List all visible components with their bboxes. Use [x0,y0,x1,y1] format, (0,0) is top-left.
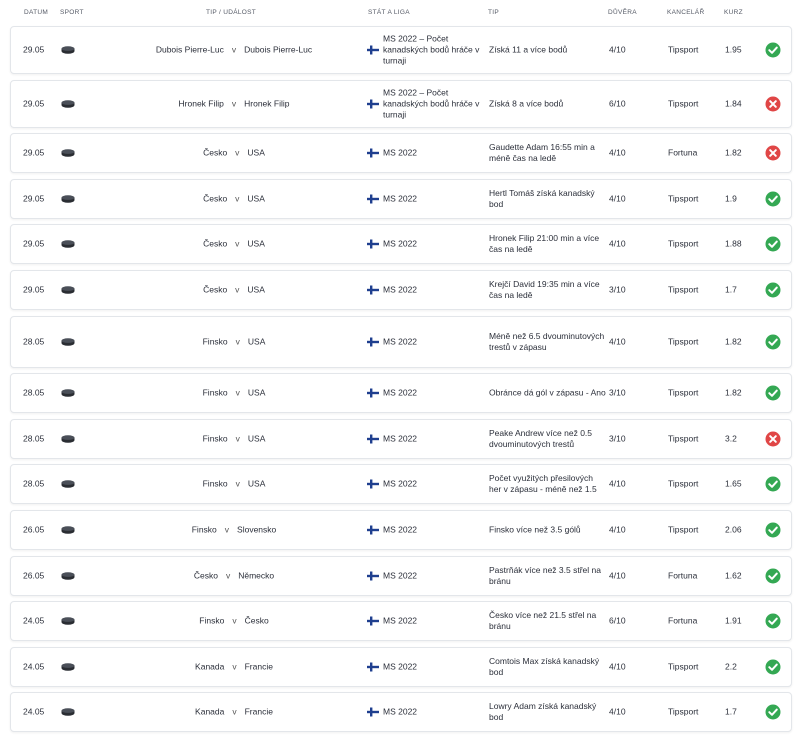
row-event[interactable] [99,570,369,581]
x-circle-icon [765,96,781,112]
away-team: USA [247,193,265,204]
away-team: Slovensko [237,524,277,535]
row-league [367,479,487,490]
table-body [10,26,792,732]
row-odds: 1.7 [725,284,737,295]
league-label: MS 2022 [383,336,418,347]
header-confidence: DŮVĚRA [608,9,637,16]
row-confidence: 4/10 [609,661,626,672]
league-label: MS 2022 [383,706,418,717]
header-league: STÁT A LIGA [368,9,410,16]
row-league [367,284,487,295]
row-confidence: 4/10 [609,44,626,55]
row-date: 28.05 [23,433,45,444]
league-label: MS 2022 [383,478,418,489]
finland-flag-icon [367,46,379,55]
row-event[interactable] [99,479,369,490]
versus-label: v [235,147,240,158]
row-date: 29.05 [23,193,45,204]
x-circle-icon [765,431,781,447]
hockey-puck-icon [61,389,75,397]
row-odds: 1.9 [725,193,737,204]
row-odds: 1.82 [725,336,742,347]
home-team: Česko [203,238,228,249]
league-label: MS 2022 [383,284,418,295]
home-team: Kanada [195,706,225,717]
home-team: Finsko [202,433,228,444]
row-event[interactable] [99,239,369,250]
check-circle-icon [765,704,781,720]
row-odds: 1.88 [725,238,742,249]
row-confidence: 4/10 [609,193,626,204]
home-team: Finsko [202,478,228,489]
row-tip: Pastrňák více než 3.5 střel na bránu [489,564,601,586]
league-label: MS 2022 [383,238,418,249]
row-bookmaker[interactable]: Fortuna [668,147,698,158]
row-confidence: 3/10 [609,387,626,398]
away-team: USA [247,478,266,489]
hockey-puck-icon [61,480,75,488]
hockey-puck-icon [61,240,75,248]
check-circle-icon [765,236,781,252]
row-date: 29.05 [23,98,45,109]
row-event[interactable] [99,388,369,399]
row-tip: Obránce dá gól v zápasu - Ano [489,387,606,398]
row-tip: Peake Andrew více než 0.5 dvouminutových trestů [489,427,593,449]
row-tip: Česko více než 21.5 střel na bránu [489,610,597,632]
away-team: USA [247,387,266,398]
row-event[interactable] [99,707,369,718]
hockey-puck-icon [61,100,75,108]
versus-label: v [235,433,240,444]
home-team: Česko [203,193,228,204]
versus-label: v [235,478,240,489]
row-tip: Krejčí David 19:35 min a více čas na ledě [489,278,600,300]
league-label: MS 2022 [383,193,418,204]
row-bookmaker[interactable]: Tipsport [668,661,699,672]
row-tip: Získá 11 a více bodů [489,44,568,55]
home-team: Česko [203,147,228,158]
header-event: TIP / UDÁLOST [206,9,257,16]
check-circle-icon [765,334,781,350]
table-row[interactable] [10,80,792,128]
league-label: MS 2022 – Počet kanadských bodů hráče v turnaji [383,87,480,120]
finland-flag-icon [367,99,379,108]
away-team: Německo [238,570,275,581]
versus-label: v [235,284,240,295]
header-odds: KURZ [724,9,743,16]
table-row[interactable] [10,419,792,459]
row-odds: 1.82 [725,387,742,398]
row-confidence: 4/10 [609,570,626,581]
row-confidence: 4/10 [609,706,626,717]
header-tip: TIP [488,9,500,16]
row-event[interactable] [99,336,369,347]
row-odds: 1.7 [725,706,737,717]
row-tip: Gaudette Adam 16:55 min a méně čas na ledě [489,142,595,164]
row-tip: Finsko více než 3.5 gólů [489,524,581,535]
row-tip: Méně než 6.5 dvouminutových trestů v zápasu [489,330,605,352]
header-bookmaker: KANCELÁŘ [667,9,705,16]
check-circle-icon [765,476,781,492]
row-league [367,433,487,444]
versus-label: v [232,661,237,672]
league-label: MS 2022 [383,433,418,444]
away-team: USA [247,147,265,158]
row-league [367,34,487,67]
row-tip: Získá 8 a více bodů [489,98,564,109]
header-sport: SPORT [60,9,84,16]
table-row[interactable] [10,270,792,310]
finland-flag-icon [367,194,379,203]
row-bookmaker[interactable]: Tipsport [668,524,699,535]
row-date: 29.05 [23,44,45,55]
check-circle-icon [765,522,781,538]
hockey-puck-icon [61,338,75,346]
row-bookmaker[interactable]: Tipsport [668,284,699,295]
row-bookmaker[interactable]: Tipsport [668,706,699,717]
league-label: MS 2022 [383,387,418,398]
hockey-puck-icon [61,435,75,443]
row-date: 29.05 [23,147,45,158]
row-confidence: 3/10 [609,433,626,444]
home-team: Dubois Pierre-Luc [155,44,224,55]
finland-flag-icon [367,662,379,671]
row-league [367,87,487,120]
finland-flag-icon [367,617,379,626]
league-label: MS 2022 [383,147,418,158]
away-team: Česko [244,615,269,626]
home-team: Finsko [202,336,228,347]
row-date: 29.05 [23,238,45,249]
row-odds: 1.62 [725,570,742,581]
row-date: 28.05 [23,478,45,489]
versus-label: v [235,387,240,398]
row-league [367,661,487,672]
row-date: 24.05 [23,706,45,717]
versus-label: v [235,193,240,204]
away-team: USA [247,433,266,444]
row-league [367,707,487,718]
home-team: Finsko [199,615,225,626]
row-league [367,336,487,347]
row-bookmaker[interactable]: Tipsport [668,98,699,109]
hockey-puck-icon [61,572,75,580]
row-odds: 2.06 [725,524,742,535]
versus-label: v [224,524,230,535]
home-team: Finsko [191,524,217,535]
home-team: Finsko [202,387,228,398]
row-odds: 1.91 [725,615,742,626]
hockey-puck-icon [61,617,75,625]
row-confidence: 4/10 [609,147,626,158]
away-team: Dubois Pierre-Luc [244,44,313,55]
row-confidence: 4/10 [609,524,626,535]
check-circle-icon [765,568,781,584]
row-league [367,616,487,627]
table-row[interactable] [10,316,792,368]
row-tip: Comtois Max získá kanadský bod [489,655,600,677]
hockey-puck-icon [61,46,75,54]
row-odds: 1.82 [725,147,742,158]
versus-label: v [235,336,240,347]
row-confidence: 6/10 [609,615,626,626]
check-circle-icon [765,613,781,629]
home-team: Česko [193,570,218,581]
table-row[interactable] [10,373,792,413]
row-bookmaker[interactable]: Fortuna [668,570,698,581]
header-date: DATUM [24,9,49,16]
row-bookmaker[interactable]: Tipsport [668,238,699,249]
row-confidence: 4/10 [609,478,626,489]
x-circle-icon [765,145,781,161]
hockey-puck-icon [61,149,75,157]
row-odds: 1.95 [725,44,742,55]
versus-label: v [231,98,237,109]
row-date: 24.05 [23,661,45,672]
home-team: Kanada [195,661,225,672]
finland-flag-icon [367,525,379,534]
row-league [367,239,487,250]
check-circle-icon [765,385,781,401]
away-team: Hronek Filip [244,98,290,109]
row-event[interactable] [99,284,369,295]
table-header [10,0,792,26]
finland-flag-icon [367,149,379,158]
row-event[interactable] [99,616,369,627]
row-event[interactable] [99,98,369,109]
row-date: 24.05 [23,615,45,626]
hockey-puck-icon [61,663,75,671]
league-label: MS 2022 [383,524,418,535]
row-tip: Počet využitých přesilových her v zápasu - méně než 1.5 [489,473,597,495]
league-label: MS 2022 [383,615,418,626]
row-event[interactable] [99,661,369,672]
row-league [367,570,487,581]
check-circle-icon [765,191,781,207]
row-confidence: 4/10 [609,336,626,347]
league-label: MS 2022 [383,661,418,672]
row-tip: Lowry Adam získá kanadský bod [489,701,597,723]
row-odds: 1.65 [725,478,742,489]
row-odds: 2.2 [725,661,737,672]
row-bookmaker[interactable]: Tipsport [668,478,699,489]
row-confidence: 3/10 [609,284,626,295]
row-odds: 3.2 [725,433,737,444]
row-event[interactable] [99,148,369,159]
finland-flag-icon [367,337,379,346]
row-event[interactable] [99,524,369,535]
table-row[interactable] [10,464,792,504]
row-event[interactable] [99,193,369,204]
versus-label: v [232,615,237,626]
row-date: 26.05 [23,570,45,581]
home-team: Hronek Filip [178,98,224,109]
row-odds: 1.84 [725,98,742,109]
row-league [367,193,487,204]
row-bookmaker[interactable]: Tipsport [668,336,699,347]
table-row[interactable] [10,224,792,264]
check-circle-icon [765,282,781,298]
table-row[interactable] [10,510,792,550]
table-row[interactable] [10,556,792,596]
row-tip: Hronek Filip 21:00 min a více čas na ledě [489,233,600,255]
away-team: USA [247,336,266,347]
finland-flag-icon [367,708,379,717]
versus-label: v [225,570,231,581]
versus-label: v [231,44,237,55]
finland-flag-icon [367,240,379,249]
away-team: Francie [244,706,273,717]
check-circle-icon [765,659,781,675]
table-row[interactable] [10,692,792,732]
row-confidence: 4/10 [609,238,626,249]
away-team: Francie [244,661,273,672]
row-event[interactable] [99,45,369,56]
row-date: 29.05 [23,284,45,295]
table-row[interactable] [10,133,792,173]
table-row[interactable] [10,601,792,641]
finland-flag-icon [367,434,379,443]
row-bookmaker[interactable]: Tipsport [668,44,699,55]
check-circle-icon [765,42,781,58]
row-tip: Hertl Tomáš získá kanadský bod [489,187,595,209]
versus-label: v [232,706,237,717]
row-date: 28.05 [23,387,45,398]
row-bookmaker[interactable]: Tipsport [668,387,699,398]
away-team: USA [247,284,265,295]
row-date: 26.05 [23,524,45,535]
table-row[interactable] [10,179,792,219]
hockey-puck-icon [61,526,75,534]
row-bookmaker[interactable]: Tipsport [668,193,699,204]
row-date: 28.05 [23,336,45,347]
row-league [367,148,487,159]
league-label: MS 2022 [383,570,418,581]
hockey-puck-icon [61,708,75,716]
finland-flag-icon [367,571,379,580]
row-league [367,524,487,535]
finland-flag-icon [367,389,379,398]
row-event[interactable] [99,433,369,444]
row-league [367,388,487,399]
hockey-puck-icon [61,286,75,294]
away-team: USA [247,238,265,249]
versus-label: v [235,238,240,249]
row-confidence: 6/10 [609,98,626,109]
finland-flag-icon [367,480,379,489]
row-bookmaker[interactable]: Fortuna [668,615,698,626]
table-row[interactable] [10,26,792,74]
finland-flag-icon [367,285,379,294]
table-row[interactable] [10,647,792,687]
home-team: Česko [203,284,228,295]
league-label: MS 2022 – Počet kanadských bodů hráče v turnaji [383,33,480,66]
row-bookmaker[interactable]: Tipsport [668,433,699,444]
hockey-puck-icon [61,195,75,203]
